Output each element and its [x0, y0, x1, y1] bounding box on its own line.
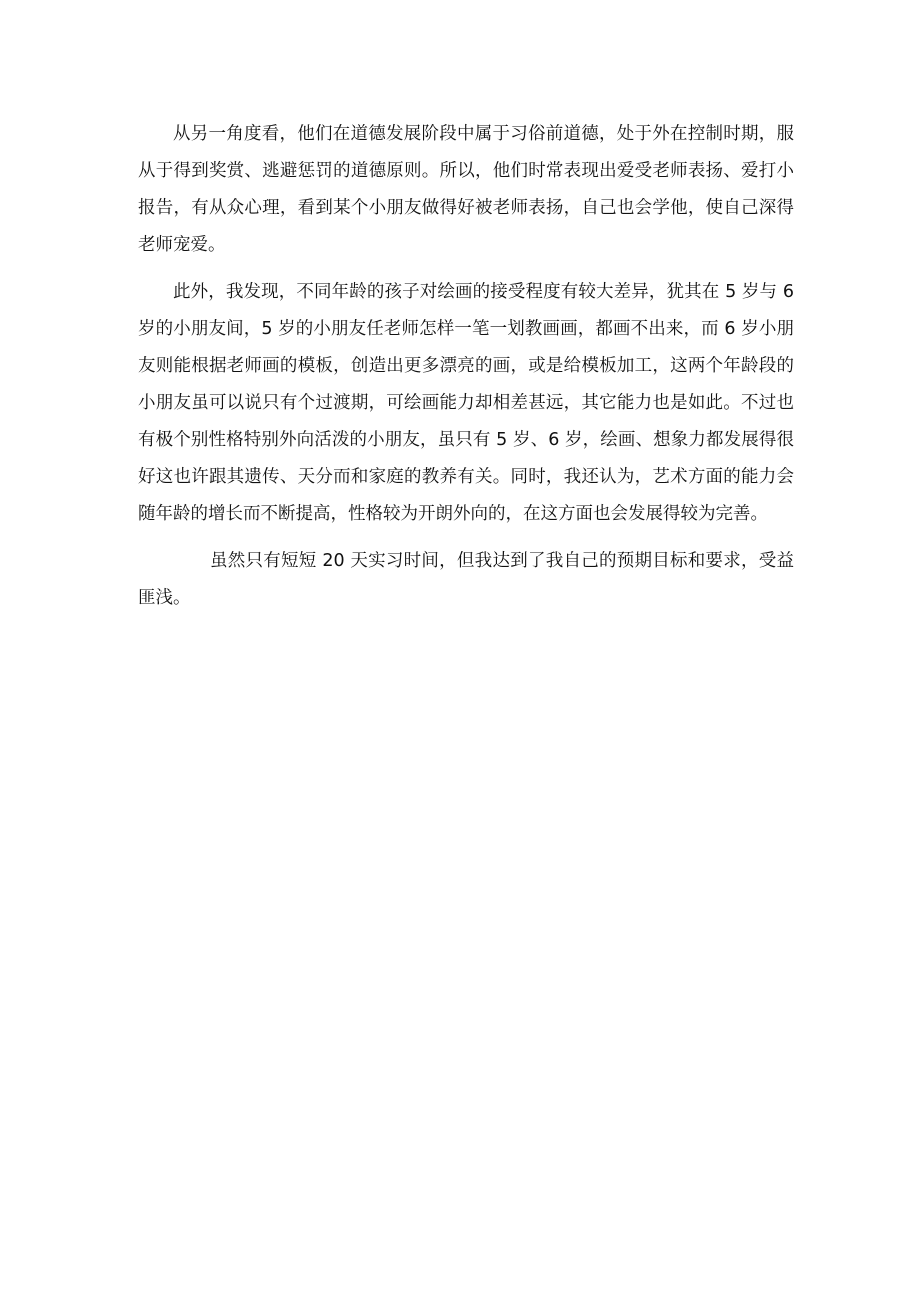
paragraph-moral-development: 从另一角度看，他们在道德发展阶段中属于习俗前道德，处于外在控制时期，服从于得到奖赏、逃避惩罚的道德原则。所以，他们时常表现出爱受老师表扬、爱打小报告，有从众心理，看到某个小朋友做得好被老师表扬，自己也会学他，使自己深得老师宠爱。 [138, 124, 794, 255]
paragraph-conclusion: 虽然只有短短 20 天实习时间，但我达到了我自己的预期目标和要求，受益匪浅。 [138, 551, 794, 608]
document-body [138, 116, 794, 617]
paragraph-age-differences: 此外，我发现，不同年龄的孩子对绘画的接受程度有较大差异，犹其在 5 岁与 6 岁的小朋友间，5 岁的小朋友任老师怎样一笔一划教画画，都画不出来，而 6 岁小朋友则能根据老师画的模板，创造出更多漂亮的画，或是给模板加工，这两个年龄段的小朋友虽可以说只有个过渡期，可绘画能力却相差甚远，其它能力也是如此。不过也有极个别性格特别外向活泼的小朋友，虽只有 5 岁、6 岁，绘画、想象力都发展得很好这也许跟其遗传、天分而和家庭的教养有关。同时，我还认为，艺术方面的能力会随年龄的增长而不断提高，性格较为开朗外向的，在这方面也会发展得较为完善。 [138, 282, 794, 524]
